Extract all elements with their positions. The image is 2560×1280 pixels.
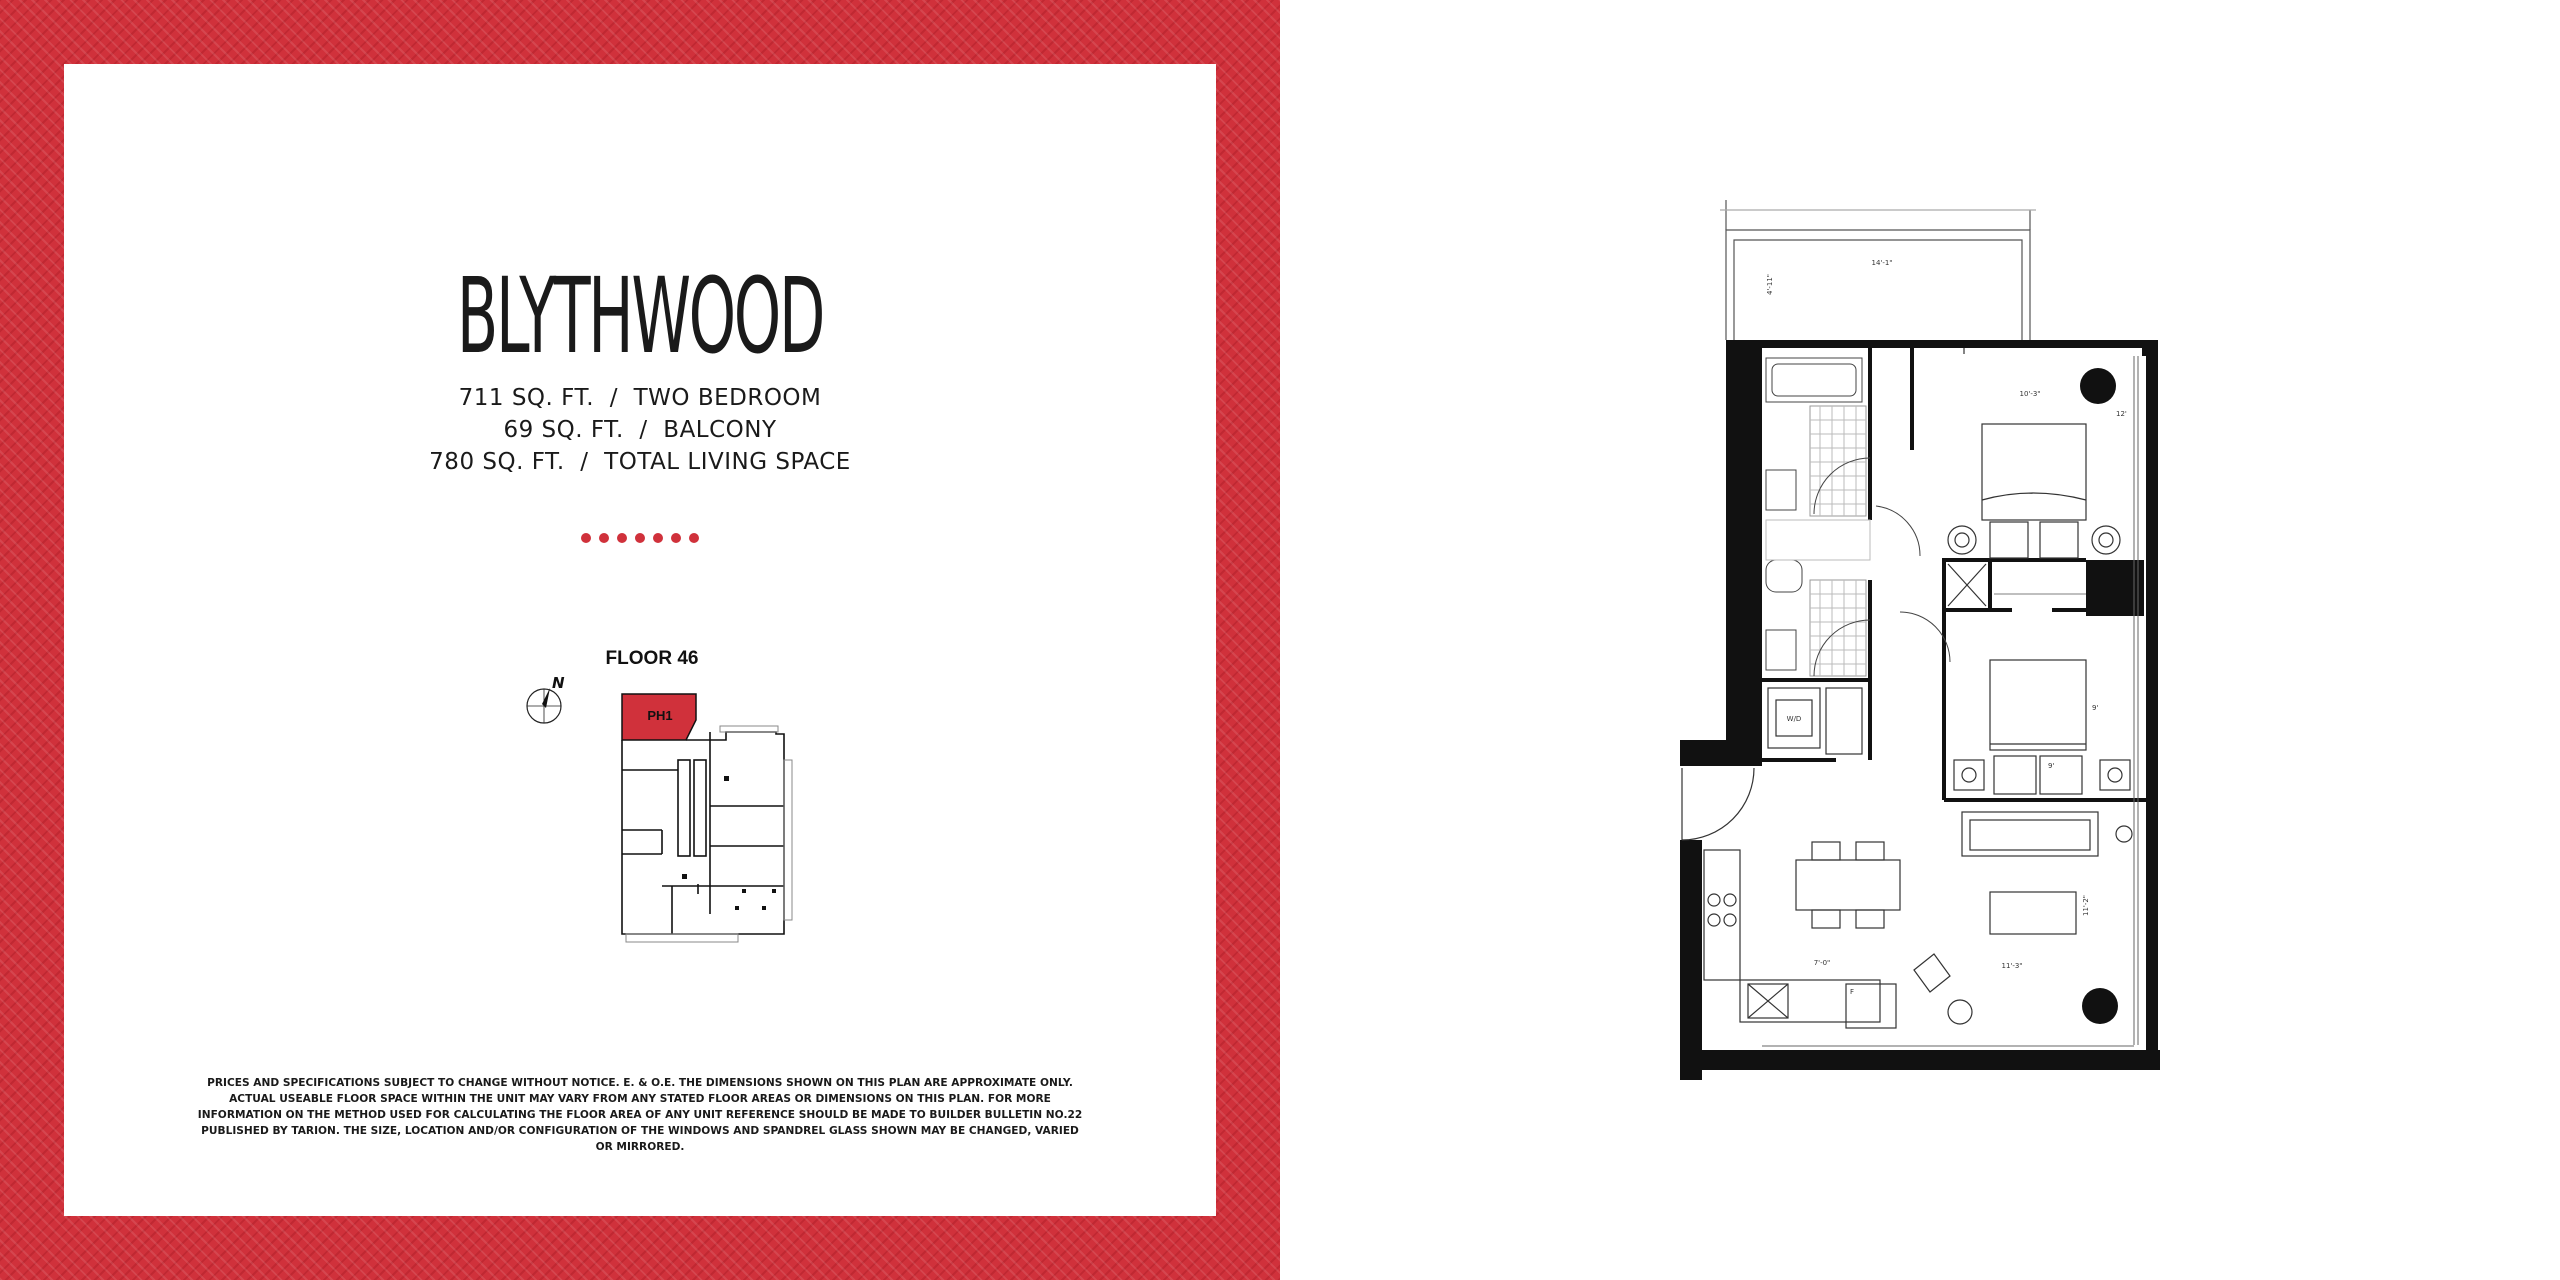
exterior-walls [1680, 340, 2160, 1080]
floor-label: FLOOR 46 [605, 648, 699, 669]
decorative-dots [64, 533, 1216, 543]
kitchen [1704, 850, 1896, 1028]
dot [635, 533, 645, 543]
bedroom-top-depth-dim: 12' [2116, 410, 2127, 418]
living-depth-dim: 11'-2" [2082, 894, 2090, 916]
columns [682, 776, 776, 910]
balcony-depth-dim: 4'-11" [1766, 273, 1774, 295]
bathrooms [1766, 358, 1950, 676]
spec-total-area: 780 SQ. FT. / TOTAL LIVING SPACE [429, 449, 851, 475]
suite-specs [64, 382, 1216, 478]
entry-door [1682, 768, 1754, 840]
unit-label: PH1 [647, 708, 673, 723]
windows [1762, 356, 2138, 1046]
key-plan [480, 584, 820, 964]
balcony [1720, 200, 2036, 340]
floor-outline [622, 732, 784, 934]
dining-table [1796, 842, 1900, 928]
suite-info-card [64, 64, 1216, 1216]
dining-width-dim: 7'-0" [1813, 959, 1831, 967]
bedroom-top-width-dim: 10'-3" [2019, 390, 2041, 398]
dot [599, 533, 609, 543]
closet [1948, 564, 2086, 606]
north-label: N [552, 674, 565, 692]
dot [671, 533, 681, 543]
bedroom-bottom-depth-dim: 9' [2092, 704, 2099, 712]
suite-floor-plan [1660, 200, 2180, 1080]
fridge-label: F [1850, 988, 1855, 996]
laundry [1768, 688, 1862, 754]
north-arrow-icon [527, 674, 565, 723]
dot [689, 533, 699, 543]
second-bedroom [1954, 660, 2130, 794]
dot [653, 533, 663, 543]
dot [617, 533, 627, 543]
balcony-width-dim: 14'-1" [1871, 259, 1893, 267]
spec-interior-area: 711 SQ. FT. / TWO BEDROOM [458, 385, 822, 411]
legal-disclaimer: PRICES AND SPECIFICATIONS SUBJECT TO CHANGE WITHOUT NOTICE. E. & O.E. THE DIMENSIONS SHOWN ON THIS PLAN ARE APPROXIMATE ONLY. ACTUAL USEABLE FLOOR SPACE WITHIN THE UNIT MAY VARY FROM ANY STATED FLOOR AREAS OR DIMENSIONS ON THIS PLAN. FOR MORE INFORMATION ON THE METHOD USED FOR CALCULATING THE FLOOR AREA OF ANY UNIT REFERENCE SHOULD BE MADE TO BUILDER BULLETIN NO.22 PUBLISHED BY TARION. THE SIZE, LOCATION AND/OR CONFIGURATION OF THE WINDOWS AND SPANDREL GLASS SHOWN MAY BE CHANGED, VARIED OR MIRRORED. [197, 1077, 1083, 1153]
suite-name: BLYTHWOOD [456, 255, 824, 377]
balcony-outlines [626, 726, 792, 942]
dot [581, 533, 591, 543]
column [2080, 368, 2116, 404]
living-width-dim: 11'-3" [2001, 962, 2023, 970]
bedroom-bottom-width-dim: 9' [2048, 762, 2055, 770]
spec-balcony-area: 69 SQ. FT. / BALCONY [503, 417, 777, 443]
laundry-label: W/D [1786, 715, 1802, 723]
column [2082, 988, 2118, 1024]
